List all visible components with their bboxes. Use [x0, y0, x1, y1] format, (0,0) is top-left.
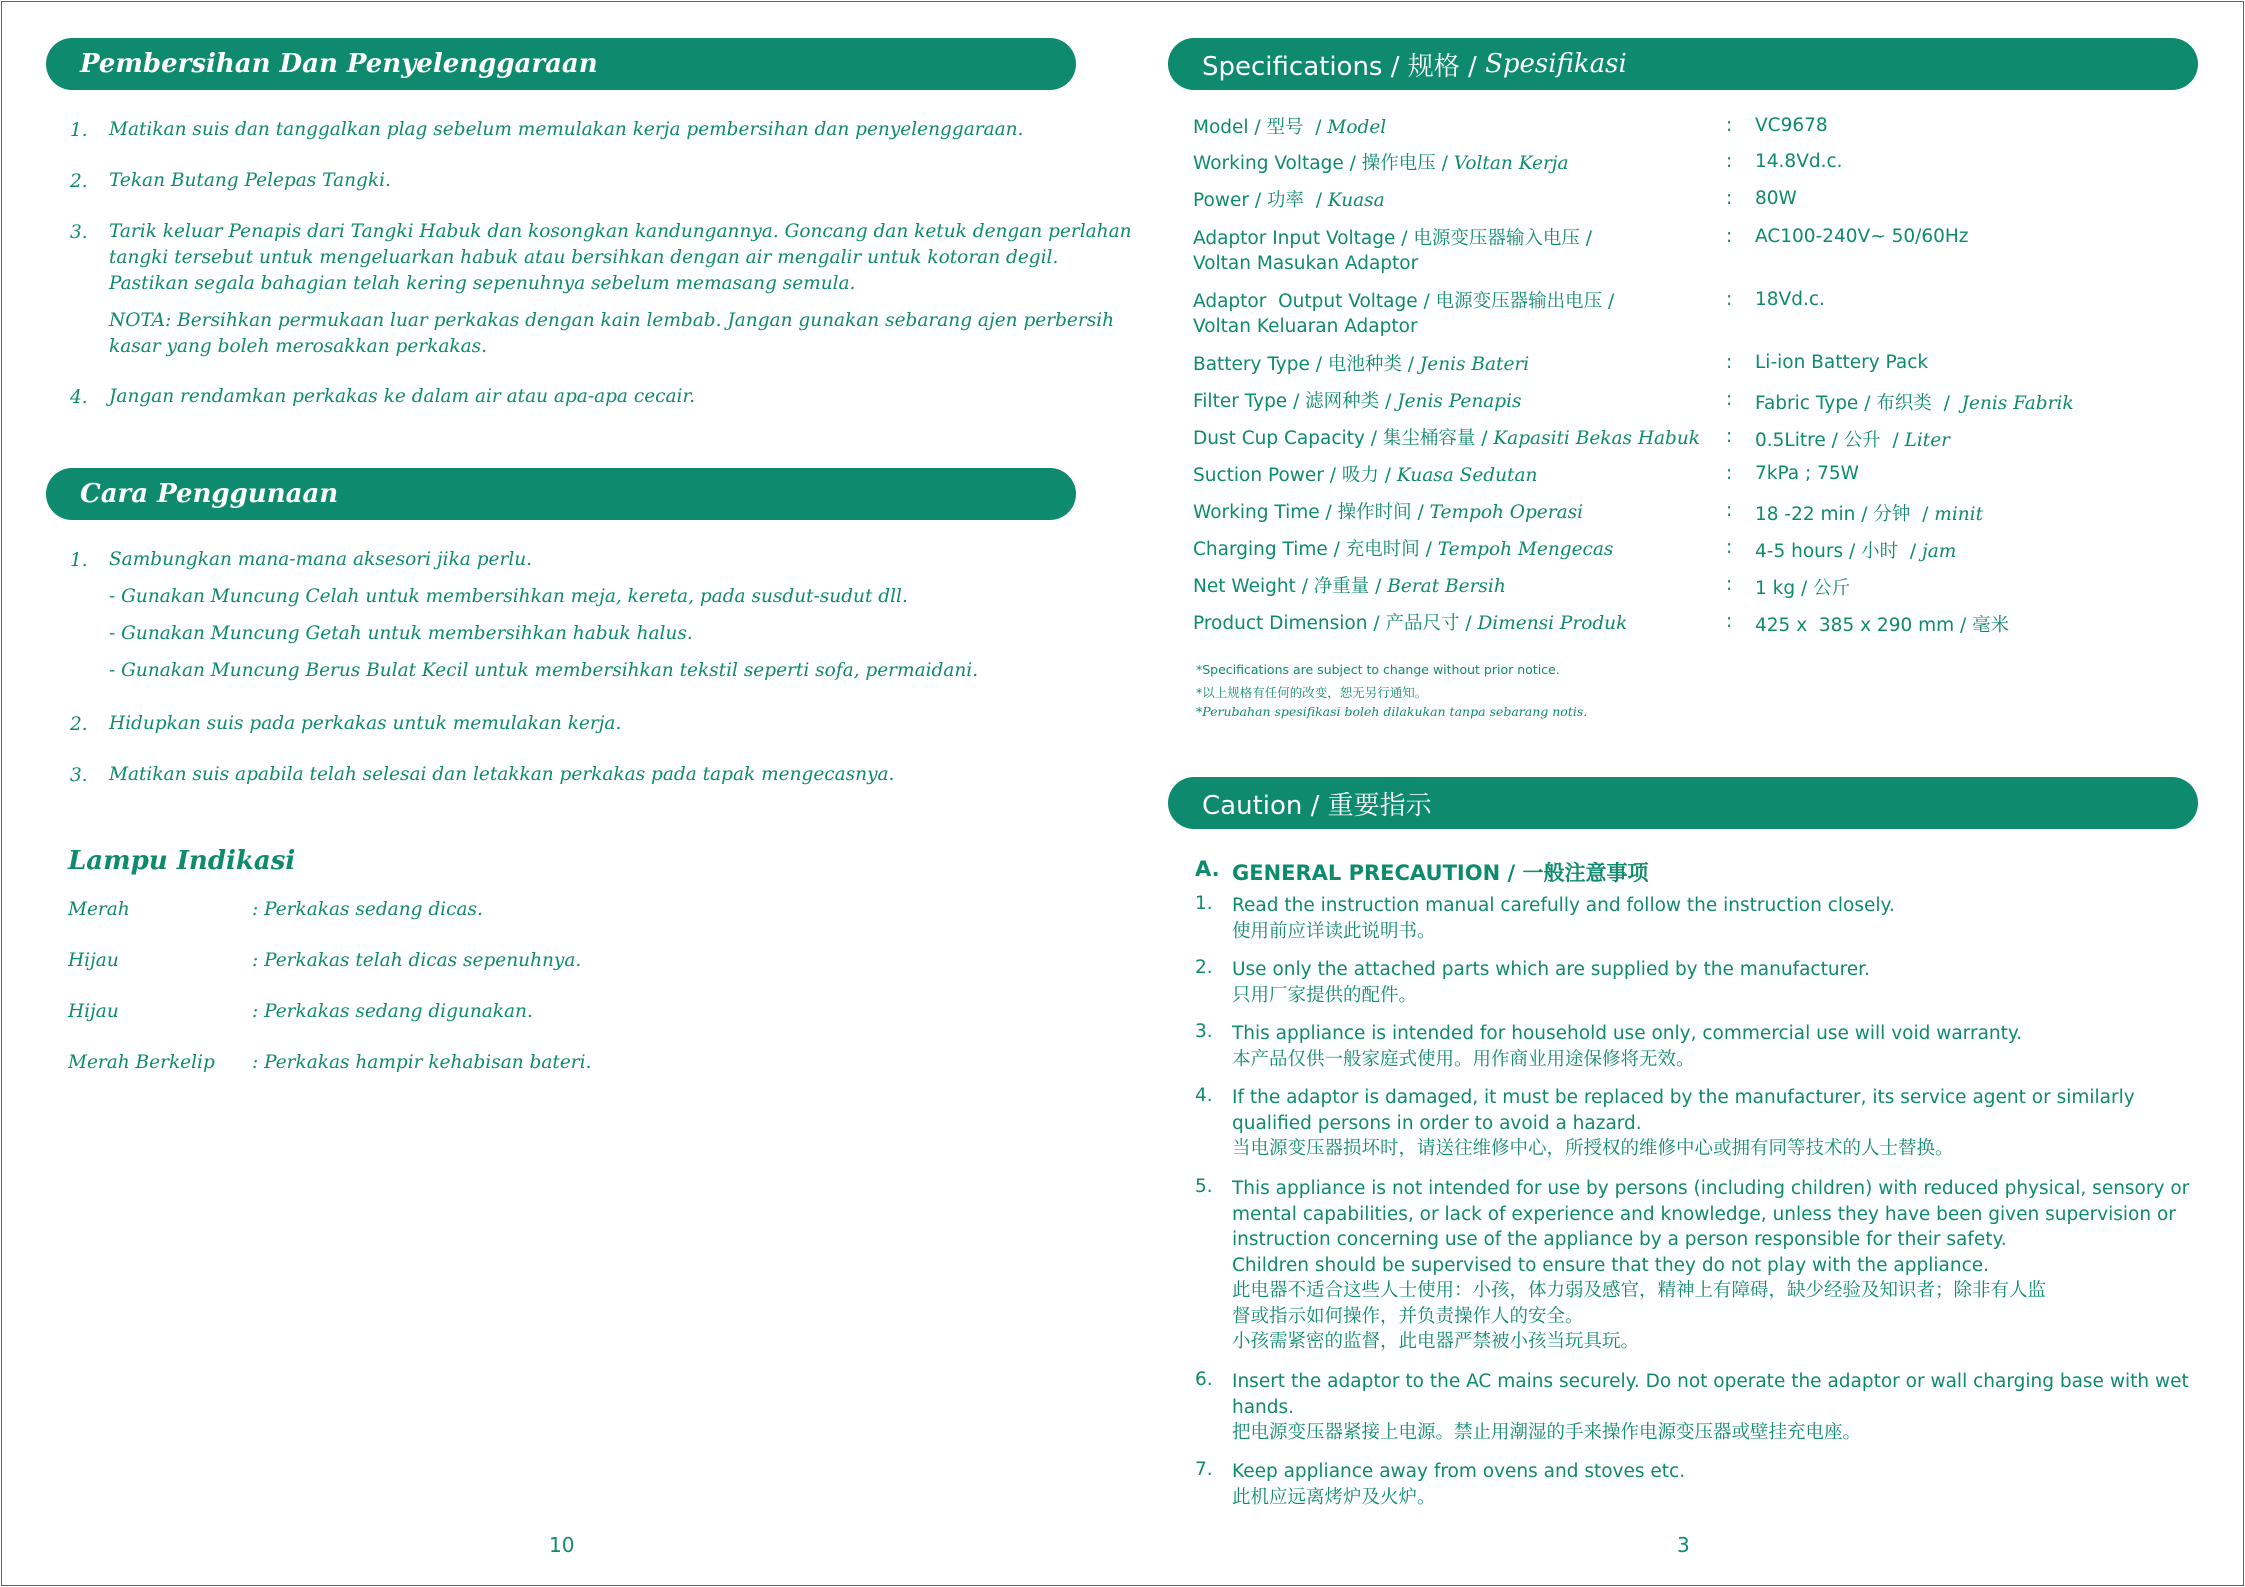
spec-colon: : — [1726, 226, 1733, 247]
caution-item: Use only the attached parts which are supplied by the manufacturer. 只用厂家提供的配件。 — [1232, 959, 1870, 1006]
section-header-specifications — [1168, 38, 2198, 90]
spec-value: 0.5Litre / 公升 / Liter — [1755, 430, 1951, 451]
caution-number: 5. — [1195, 1176, 1213, 1197]
spec-colon: : — [1726, 289, 1733, 310]
section-title: Specifications / 规格 / — [1202, 51, 1486, 82]
page-number-left: 10 — [549, 1533, 575, 1557]
spec-label: Power / 功率 / Kuasa — [1193, 190, 1385, 211]
caution-number: 6. — [1195, 1369, 1213, 1390]
indicator-value: : Perkakas telah dicas sepenuhnya. — [252, 950, 582, 971]
spec-colon: : — [1726, 426, 1733, 447]
spec-label: Battery Type / 电池种类 / Jenis Bateri — [1193, 354, 1530, 375]
spec-label: Product Dimension / 产品尺寸 / Dimensi Produk — [1193, 613, 1628, 634]
note-text: NOTA: Bersihkan permukaan luar perkakas dengan kain lembab. Jangan gunakan sebarang ajen perbersih kasar yang boleh merosakkan perkakas. — [109, 310, 1115, 357]
list-number: 1. — [70, 550, 88, 571]
spec-label: Filter Type / 滤网种类 / Jenis Penapis — [1193, 391, 1522, 412]
spec-value: Li-ion Battery Pack — [1755, 352, 1929, 373]
subsection-title: GENERAL PRECAUTION / 一般注意事项 — [1232, 861, 1649, 885]
list-number: 3. — [70, 222, 88, 243]
caution-number: 2. — [1195, 957, 1213, 978]
list-number: 4. — [70, 387, 88, 408]
indicator-label: Merah Berkelip — [68, 1052, 215, 1073]
list-item: Jangan rendamkan perkakas ke dalam air atau apa-apa cecair. — [109, 386, 696, 407]
spec-label: Suction Power / 吸力 / Kuasa Sedutan — [1193, 465, 1538, 486]
list-number: 3. — [70, 765, 88, 786]
spec-value: 1 kg / 公斤 — [1755, 578, 1851, 599]
indicator-label: Hijau — [68, 1001, 119, 1022]
caution-item: Keep appliance away from ovens and stoves etc. 此机应远离烤炉及火炉。 — [1232, 1461, 1686, 1508]
indicator-value: : Perkakas hampir kehabisan bateri. — [252, 1052, 592, 1073]
spec-colon: : — [1726, 500, 1733, 521]
indicator-value: : Perkakas sedang dicas. — [252, 899, 483, 920]
spec-label: Dust Cup Capacity / 集尘桶容量 / Kapasiti Bekas Habuk — [1193, 428, 1701, 449]
spec-value: 4-5 hours / 小时 / jam — [1755, 541, 1957, 562]
spec-colon: : — [1726, 463, 1733, 484]
spec-colon: : — [1726, 537, 1733, 558]
caution-item: Insert the adaptor to the AC mains securely. Do not operate the adaptor or wall charging base with wet hands. 把电源变压器紧接上电源。禁止用潮湿的手来操作电源变压器或壁挂充电座。 — [1232, 1371, 2189, 1443]
section-header-cleaning — [46, 38, 1076, 90]
spec-value: 7kPa ; 75W — [1755, 463, 1859, 484]
spec-value: 18Vd.c. — [1755, 289, 1825, 310]
indicator-label: Hijau — [68, 950, 119, 971]
list-item: Matikan suis dan tanggalkan plag sebelum memulakan kerja pembersihan dan penyelenggaraan. — [109, 119, 1024, 140]
spec-label: Adaptor Output Voltage / 电源变压器输出电压 / Voltan Keluaran Adaptor — [1193, 291, 1615, 337]
spec-colon: : — [1726, 151, 1733, 172]
indicator-value: : Perkakas sedang digunakan. — [252, 1001, 533, 1022]
caution-number: 4. — [1195, 1085, 1213, 1106]
spec-value: 18 -22 min / 分钟 / minit — [1755, 504, 1984, 525]
spec-value: 14.8Vd.c. — [1755, 151, 1843, 172]
list-number: 2. — [70, 714, 88, 735]
spec-colon: : — [1726, 574, 1733, 595]
list-subitem: - Gunakan Muncung Getah untuk membersihkan habuk halus. — [109, 623, 693, 644]
list-item: Tarik keluar Penapis dari Tangki Habuk dan kosongkan kandungannya. Goncang dan ketuk dengan perlahan tangki tersebut untuk mengeluarkan habuk atau bersihkan dengan air mengalir untuk kotoran degil. Pastikan segala bahagian telah kering sepenuhnya sebelum memasang semula. — [109, 221, 1132, 294]
list-item: Sambungkan mana-mana aksesori jika perlu. — [109, 549, 533, 570]
spec-value: Fabric Type / 布织类 / Jenis Fabrik — [1755, 393, 2074, 414]
list-subitem: - Gunakan Muncung Celah untuk membersihkan meja, kereta, pada susdut-sudut dll. — [109, 586, 908, 607]
spec-colon: : — [1726, 611, 1733, 632]
list-subitem: - Gunakan Muncung Berus Bulat Kecil untuk membersihkan tekstil seperti sofa, permaidani. — [109, 660, 979, 681]
caution-number: 1. — [1195, 893, 1213, 914]
spec-note: *以上规格有任何的改变，恕无另行通知。 — [1196, 685, 1428, 700]
spec-note: *Perubahan spesifikasi boleh dilakukan tanpa sebarang notis. — [1196, 704, 1588, 719]
page-number-right: 3 — [1677, 1533, 1690, 1557]
spec-label: Model / 型号 / Model — [1193, 117, 1387, 138]
spec-colon: : — [1726, 188, 1733, 209]
spec-value: AC100-240V~ 50/60Hz — [1755, 226, 1969, 247]
caution-item: This appliance is intended for household use only, commercial use will void warranty. 本产品仅供一般家庭式使用。用作商业用途保修将无效。 — [1232, 1023, 2023, 1070]
spec-label: Net Weight / 净重量 / Berat Bersih — [1193, 576, 1506, 597]
caution-item: If the adaptor is damaged, it must be replaced by the manufacturer, its service agent or similarly qualified persons in order to avoid a hazard. 当电源变压器损坏时，请送往维修中心，所授权的维修中心或拥有同等技术的人士替换。 — [1232, 1087, 2135, 1159]
spec-colon: : — [1726, 115, 1733, 136]
spec-label: Working Time / 操作时间 / Tempoh Operasi — [1193, 502, 1584, 523]
spec-note: *Specifications are subject to change without prior notice. — [1196, 662, 1560, 677]
caution-item: This appliance is not intended for use by persons (including children) with reduced physical, sensory or mental capabilities, or lack of experience and knowledge, unless they have been given supervision or instruction concerning use of the appliance by a person responsible for their safety. Children should be supervised to ensure that they do not play with the appliance. 此电器不适合这些人士使用：小孩，体力弱及感官，精神上有障碍，缺少经验及知识者；除非有人监 督或指示如何操作，并负责操作人的安全。 小孩需紧密的监督，此电器严禁被小孩当玩具玩。 — [1232, 1178, 2190, 1352]
list-item: Matikan suis apabila telah selesai dan letakkan perkakas pada tapak mengecasnya. — [109, 764, 895, 785]
indicator-title: Lampu Indikasi — [68, 846, 296, 876]
list-item: Tekan Butang Pelepas Tangki. — [109, 170, 391, 191]
list-number: 1. — [70, 120, 88, 141]
section-title: Caution / 重要指示 — [1202, 790, 1432, 821]
section-header-usage — [46, 468, 1076, 520]
spec-value: VC9678 — [1755, 115, 1828, 136]
spec-label: Working Voltage / 操作电压 / Voltan Kerja — [1193, 153, 1569, 174]
caution-number: 7. — [1195, 1459, 1213, 1480]
spec-label: Charging Time / 充电时间 / Tempoh Mengecas — [1193, 539, 1614, 560]
caution-number: 3. — [1195, 1021, 1213, 1042]
list-item: Hidupkan suis pada perkakas untuk memulakan kerja. — [109, 713, 622, 734]
caution-item: Read the instruction manual carefully and follow the instruction closely. 使用前应详读此说明书。 — [1232, 895, 1895, 942]
indicator-label: Merah — [68, 899, 130, 920]
section-title-italic: Spesifikasi — [1485, 49, 1627, 79]
spec-value: 80W — [1755, 188, 1797, 209]
spec-label: Adaptor Input Voltage / 电源变压器输入电压 / Voltan Masukan Adaptor — [1193, 228, 1592, 274]
section-title: Cara Penggunaan — [80, 479, 339, 509]
subsection-letter: A. — [1195, 857, 1220, 881]
list-number: 2. — [70, 171, 88, 192]
section-header-caution — [1168, 777, 2198, 829]
spec-value: 425 x 385 x 290 mm / 毫米 — [1755, 615, 2010, 636]
spec-colon: : — [1726, 352, 1733, 373]
spec-colon: : — [1726, 389, 1733, 410]
section-title: Pembersihan Dan Penyelenggaraan — [80, 49, 598, 79]
